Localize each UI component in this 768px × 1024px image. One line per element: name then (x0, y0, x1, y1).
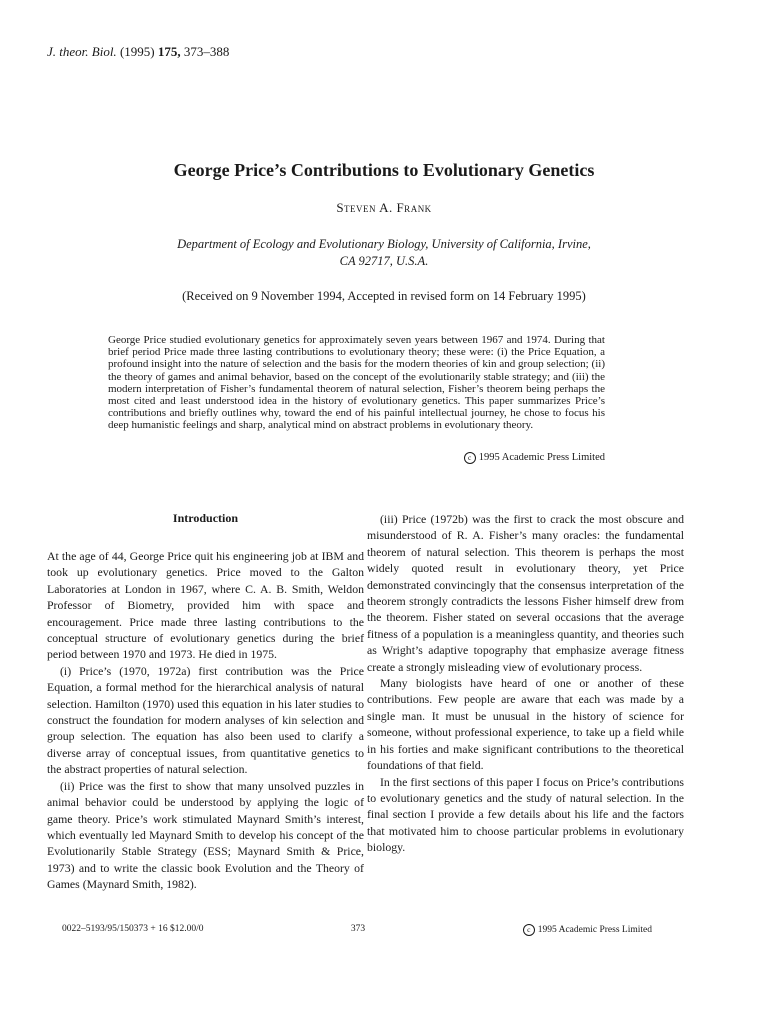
paragraph: (ii) Price was the first to show that many unsolved puzzles in animal behavior could be understood by applying the logic of game theory. Price’s work stimulated Maynard Smith’s interest, which eventually led Maynard Smith to develop his concept of the Evolutionarily Stable Strategy (ESS; Maynard Smith & Price, 1973) and to write the classic book Evolution and the Theory of Games (Maynard Smith, 1982). (47, 778, 364, 892)
abstract-text: George Price studied evolutionary genetics for approximately seven years between 1967 and 1974. During that brief period Price made three lasting contributions to evolutionary theory; these were: (i) the Price Equation, a profound insight into the nature of selection and the basis for the modern theories of kin and group selection; (ii) the theory of games and animal behavior, based on the concept of the evolutionarily stable strategy; and (iii) the modern interpretation of Fisher’s fundamental theorem of natural selection, Fisher’s theorem being perhaps the most cited and least understood idea in the history of evolutionary genetics. This paper summarizes Price’s contributions and briefly outlines why, toward the end of his painful intellectual journey, he chose to focus his deep humanistic feelings and sharp, analytical mind on abstract problems in evolutionary theory. (108, 334, 605, 432)
journal-citation (47, 44, 229, 60)
paper-title: George Price’s Contributions to Evolutionary Genetics (173, 160, 595, 180)
journal-pages: 373–388 (183, 44, 230, 59)
paragraph: In the first sections of this paper I focus on Price’s contributions to evolutionary genetics and the study of natural selection. In the final section I provide a few details about his life and the factors that motivated him to choose particular problems in evolutionary biology. (367, 774, 684, 855)
copyright-icon: c (464, 452, 476, 464)
right-column (367, 511, 684, 856)
section-heading-introduction: Introduction (172, 511, 239, 525)
page-number: 373 (350, 924, 366, 934)
journal-year: (1995) (119, 44, 155, 59)
author-name: Steven A. Frank (336, 200, 432, 215)
footer-article-code: 0022–5193/95/150373 + 16 $12.00/0 (62, 924, 204, 934)
paragraph: At the age of 44, George Price quit his engineering job at IBM and took up evolutionary genetics. Price moved to the Galton Laboratories at London in 1967, where C. A. B. Smith, Weldon Professor of Biometry, provided him with space and encouragement. Price made three lasting contributions to the conceptual structure of evolutionary genetics during the brief period between 1970 and 1973. He died in 1975. (47, 549, 364, 662)
abstract-copyright-text: 1995 Academic Press Limited (478, 452, 605, 463)
received-dates: (Received on 9 November 1994, Accepted in revised form on 14 February 1995) (182, 289, 586, 303)
abstract-copyright (464, 452, 605, 464)
paragraph: Many biologists have heard of one or another of these contributions. Few people are aware that each was made by a single man. It must be unusual in the history of science for someone, without professional experience, to take up a field while in his forties and make significant contributions to the theoretical foundations of that field. (367, 676, 684, 773)
copyright-icon: c (523, 924, 535, 936)
affiliation-line-2: CA 92717, U.S.A. (339, 254, 429, 268)
left-column (47, 548, 364, 893)
paragraph: (iii) Price (1972b) was the first to crack the most obscure and misunderstood of R. A. Fisher’s many oracles: the fundamental theorem of natural selection. This theorem is perhaps the most widely quoted result in evolutionary theory, yet Price demonstrated convincingly that the consensus interpretation of the theorem strongly contradicts the lessons Fisher himself drew from the theorem. Fisher stated on several occasions that the average fitness of a population is a meaningless quantity, and theories such as Wright’s adaptive topography that emphasize average fitness create a strongly misleading view of evolutionary process. (367, 512, 684, 674)
paragraph: (i) Price’s (1970, 1972a) first contribution was the Price Equation, a formal method for the hierarchical analysis of natural selection. Hamilton (1970) used this equation in his later studies to construct the foundation for modern analyses of kin selection and group selection. The equation has also been used to clarify a diverse array of conceptual issues, from quantitative genetics to the abstract properties of natural selection. (47, 663, 364, 777)
footer-copyright (523, 924, 652, 936)
journal-abbrev: J. theor. Biol. (47, 44, 117, 59)
affiliation (120, 236, 648, 270)
affiliation-line-1: Department of Ecology and Evolutionary Biology, University of California, Irvine, (177, 237, 591, 251)
footer-copyright-text: 1995 Academic Press Limited (537, 925, 652, 935)
journal-volume: 175, (157, 44, 181, 59)
